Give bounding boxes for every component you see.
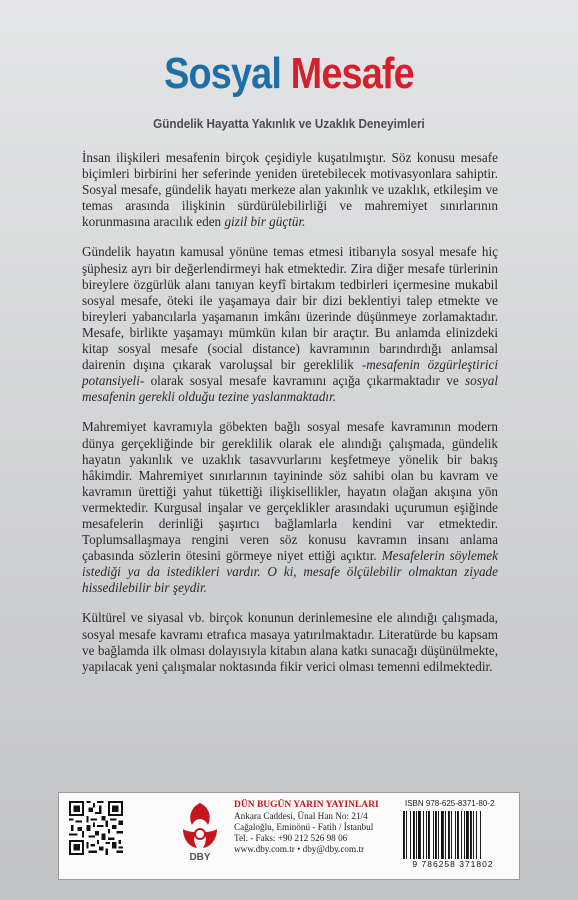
book-subtitle: Gündelik Hayatta Yakınlık ve Uzaklık Deneyimleri [153, 116, 425, 131]
barcode-bar [473, 811, 474, 859]
blurb-paragraph [82, 419, 498, 596]
barcode-bar [466, 811, 469, 859]
barcode-bar [416, 811, 417, 859]
publisher-address-line2: Cağaloğlu, Eminönü - Fatih / İstanbul [234, 822, 374, 832]
barcode-bar [413, 811, 415, 859]
barcode-icon [401, 811, 505, 859]
barcode-bar [435, 811, 437, 859]
publisher-web: www.dby.com.tr • dby@dby.com.tr [234, 844, 365, 854]
logo-text: DBY [189, 852, 211, 863]
barcode-bar [448, 811, 450, 859]
title-word-sosyal: Sosyal [164, 49, 282, 98]
isbn-label: ISBN 978-625-8371-80-2 [405, 799, 495, 808]
paragraph-text: İnsan ilişkileri mesafenin birçok çeşidiyle kuşatılmıştır. Söz konusu mesafe biçimleri birbirini her seferinde yeniden üretebilecek motivasyonlara sahiptir. Sosyal mesafe, gündelik hayatı merkeze alan yakınlık ve uzaklık, etkileşim ve temas arasında ilişkinin sürdürülebilirliği ve mahremiyet sınırlarının korunmasına aracılık eden [82, 150, 498, 230]
barcode-bar [480, 811, 481, 859]
barcode-bar [441, 811, 444, 859]
barcode-bar [426, 811, 427, 859]
italic-text: Mesafelerin söylemek istediği ya da istedikleri vardır. O ki, mesafe ölçülebilir olmaktan ziyade hissedilebilir bir şeydir. [82, 548, 498, 596]
publisher-footer [58, 792, 520, 880]
barcode-bar [423, 811, 424, 859]
dby-logo-icon [177, 799, 223, 863]
publisher-name: DÜN BUGÜN YARIN YAYINLARI [234, 800, 379, 810]
barcode-bar [406, 811, 407, 859]
italic-text: gizil bir güçtür. [224, 214, 306, 230]
title-word-mesafe: Mesafe [290, 49, 414, 98]
barcode-bar [455, 811, 456, 859]
book-title [40, 50, 537, 98]
barcode-bar [461, 811, 462, 859]
barcode-bar [457, 811, 459, 859]
publisher-phone: Tel. - Faks: +90 212 526 98 06 [234, 833, 348, 843]
paragraph-text: Mahremiyet kavramıyla göbekten bağlı sosyal mesafe kavramının modern dünya gerçekliğinde bir gereklilik olarak ele alındığı çalışmada, gündelik hayatın yakınlık ve uzaklık tasavvurlarını keşfetmeye yönelik bir bakış hâkimdir. Mahremiyet sınırlarının tayininde söz sahibi olan bu kavram ve kavramın ürettiği yahut tükettiği ilişkisellikler, hayatın olağan akışına yön vermektedir. Kurgusal inşalar ve gerçeklikler arasındaki uçurumun eşiğinde mesafelerin derinliği şaşırtıcı bağlamlarla kendini var etmektedir. Toplumsallaşmaya rengini veren söz konusu kavramın insanı anlama çabasında sözlerin ötesini görmeye niyet ettiği açıktır. [82, 419, 498, 564]
publisher-info [234, 800, 399, 855]
barcode-bar [438, 811, 439, 859]
barcode-bar [445, 811, 446, 859]
barcode-bar [403, 811, 405, 859]
italic-text: -mesafenin özgürleştirici potansiyeli- [82, 357, 499, 389]
barcode-bar [433, 811, 434, 859]
isbn-number: 9 786258 371802 [412, 859, 494, 869]
barcode-bar [418, 811, 421, 859]
barcode-bar [451, 811, 452, 859]
isbn-block [397, 799, 509, 873]
qr-code-icon [69, 801, 123, 855]
blurb-paragraph [82, 150, 498, 230]
barcode-bar [428, 811, 430, 859]
barcode-bar [464, 811, 465, 859]
italic-text: sosyal mesafenin gerekli olduğu tezine yaslanmaktadır. [82, 373, 498, 405]
paragraph-text: olarak sosyal mesafe kavramını açığa çıkarmaktadır ve [144, 373, 466, 389]
paragraph-text: Kültürel ve siyasal vb. birçok konunun derinlemesine ele alındığı çalışmada, sosyal mesafe kavramı etrafıca masaya yatırılmaktadır. Literatürde bu kapsam ve bağlamda ilk olması dolayısıyla kitabın alana katkı sunacağı düşünülmekte, yapılacak yeni çalışmalar noktasında fikir verici olması temenni edilmektedir. [82, 610, 498, 674]
blurb-paragraph [82, 244, 498, 405]
barcode-bar [476, 811, 477, 859]
barcode-bar [470, 811, 472, 859]
blurb-text [82, 150, 498, 689]
barcode-bar [410, 811, 411, 859]
blurb-paragraph [82, 610, 498, 674]
paragraph-text: Gündelik hayatın kamusal yönüne temas etmesi itibarıyla sosyal mesafe hiç şüphesiz ayrı bir değerlendirmeyi hak etmektedir. Zira diğer mesafe türlerinin bireylere özgürlük alanı tanıyan keyfî birtakım tedbirleri içermesine mukabil sosyal mesafe, öteki ile yaşamaya dair bir dizi beklentiyi talep etmekte ve bireyleri yabancılarla yaşamanın imkânı üzerinde düşünmeye zorlamaktadır. Mesafe, birlikte yaşamayı mümkün kılan bir araçtır. Bu anlamda elinizdeki kitap sosyal mesafe (social distance) kavramının barındırdığı anlamsal dairenin dışına çıkarak varoluşsal bir gereklilik [82, 244, 498, 373]
publisher-address-line1: Ankara Caddesi, Ünal Han No: 21/4 [234, 811, 368, 821]
